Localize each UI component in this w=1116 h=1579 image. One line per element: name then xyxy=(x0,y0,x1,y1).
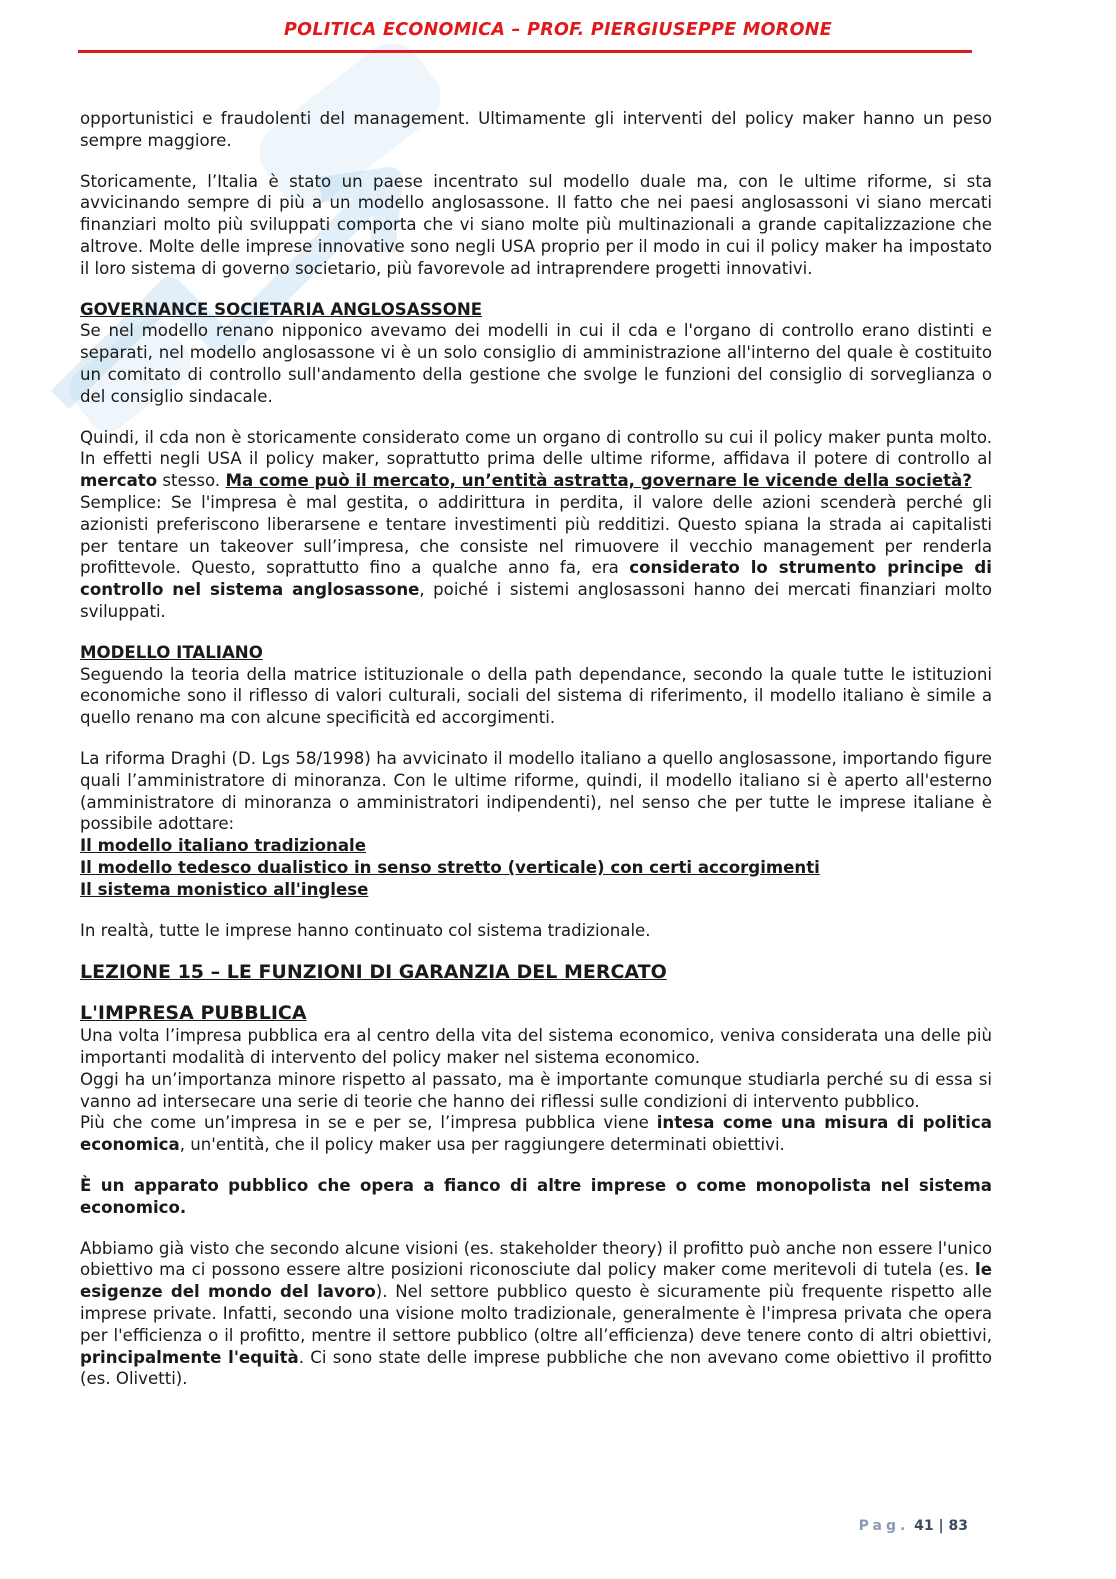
bold-text: le esigenze del mondo del lavoro xyxy=(80,1260,992,1302)
bold-text: intesa come una misura di politica economica xyxy=(80,1113,992,1155)
bold-text: È un apparato pubblico che opera a fianco di altre imprese o come monopolista nel sistema economico. xyxy=(80,1176,992,1217)
paragraph: Oggi ha un’importanza minore rispetto al passato, ma è importante comunque studiarla perché su di essa si vanno ad intersecare una serie di teorie che hanno dei riflessi sulle condizioni di intervento pubblico. xyxy=(80,1069,992,1111)
text-span: Quindi, il cda non è storicamente considerato come un organo di controllo su cui il policy maker punta molto. In effetti negli USA il policy maker, soprattutto prima delle ultime riforme, affidava il potere di controllo al xyxy=(80,427,992,469)
paragraph: Una volta l’impresa pubblica era al centro della vita del sistema economico, veniva considerata una delle più importanti modalità di intervento del policy maker nel sistema economico. xyxy=(80,1026,992,1068)
document-body xyxy=(80,108,992,1390)
current-page: 41 xyxy=(914,1518,934,1534)
bold-text: principalmente l'equità xyxy=(80,1347,299,1367)
paragraph xyxy=(80,427,992,492)
paragraph xyxy=(80,1238,992,1391)
text-span: Abbiamo già visto che secondo alcune visioni (es. stakeholder theory) il profitto può anche non essere l'unico obiettivo ma ci possono essere altre posizioni riconosciute dal policy maker come meritevoli di tutela (es. xyxy=(80,1238,992,1280)
list-item: Il sistema monistico all'inglese xyxy=(80,879,369,899)
section-heading-italian-model: MODELLO ITALIANO xyxy=(80,642,263,662)
bold-underlined-question: Ma come può il mercato, un’entità astratta, governare le vicende della società? xyxy=(225,471,972,491)
paragraph: Seguendo la teoria della matrice istituzionale o della path dependance, secondo la quale tutte le istituzioni economiche sono il riflesso di valori culturali, sociali del sistema di riferimento, il modello italiano è simile a quello renano ma con alcune specificità ed accorgimenti. xyxy=(80,664,992,728)
text-span: . Ci sono state delle imprese pubbliche che non avevano come obiettivo il profitto (es. Olivetti). xyxy=(80,1347,992,1389)
page-number xyxy=(859,1518,968,1534)
text-span: Più che come un’impresa in se e per se, l’impresa pubblica viene xyxy=(80,1113,657,1133)
paragraph xyxy=(80,492,992,623)
text-span: stesso. xyxy=(157,471,226,491)
total-pages: 83 xyxy=(948,1518,968,1534)
page-header-title: POLITICA ECONOMICA – PROF. PIERGIUSEPPE MORONE xyxy=(284,20,832,40)
header-divider xyxy=(78,50,972,53)
list-item: Il modello italiano tradizionale xyxy=(80,836,366,856)
paragraph: opportunistici e fraudolenti del management. Ultimamente gli interventi del policy maker hanno un peso sempre maggiore. xyxy=(80,109,992,150)
paragraph: La riforma Draghi (D. Lgs 58/1998) ha avvicinato il modello italiano a quello anglosassone, importando figure quali l’amministratore di minoranza. Con le ultime riforme, quindi, il modello italiano si è aperto all'esterno (amministratore di minoranza o amministratori indipendenti), nel senso che per tutte le imprese italiane è possibile adottare: xyxy=(80,748,992,834)
lesson-heading: LEZIONE 15 – LE FUNZIONI DI GARANZIA DEL MERCATO xyxy=(80,961,667,984)
paragraph: In realtà, tutte le imprese hanno continuato col sistema tradizionale. xyxy=(80,920,651,940)
page-label: Pag. xyxy=(858,1518,910,1534)
page-separator: | xyxy=(938,1518,944,1534)
bold-text: considerato lo strumento principe di controllo nel sistema anglosassone xyxy=(80,558,992,600)
bold-text: mercato xyxy=(80,471,158,491)
paragraph xyxy=(80,1112,992,1156)
paragraph: Se nel modello renano nipponico avevamo dei modelli in cui il cda e l'organo di controllo erano distinti e separati, nel modello anglosassone vi è un solo consiglio di amministrazione all'interno del quale è costituito un comitato di controllo sull'andamento della gestione che svolge le funzioni del consiglio di sorveglianza o del consiglio sindacale. xyxy=(80,321,992,406)
section-heading-public-enterprise: L'IMPRESA PUBBLICA xyxy=(80,1002,307,1025)
paragraph: Storicamente, l’Italia è stato un paese incentrato sul modello duale ma, con le ultime riforme, si sta avvicinando sempre di più a un modello anglosassone. Il fatto che nei paesi anglosassoni vi siano mercati finanziari molto più sviluppati comporta che vi siano molte più multinazionali a grande capitalizzazione che altrove. Molte delle imprese innovative sono negli USA proprio per il modo in cui il policy maker ha impostato il loro sistema di governo societario, più favorevole ad intraprendere progetti innovativi. xyxy=(80,171,992,278)
bold-statement xyxy=(80,1175,992,1219)
text-span: Semplice: Se l'impresa è mal gestita, o addirittura in perdita, il valore delle azioni scenderà perché gli azionisti preferiscono liberarsene e tentare investimenti più redditizi. Questo spiana la strada ai capitalisti per tentare un takeover sull’impresa, che consiste nel rimuovere il vecchio management per renderla profittevole. Questo, soprattutto fino a qualche anno fa, era xyxy=(80,492,992,578)
text-span: , un'entità, che il policy maker usa per raggiungere determinati obiettivi. xyxy=(179,1135,785,1155)
text-span: ). Nel settore pubblico questo è sicuramente più frequente rispetto alle imprese private. Infatti, secondo una visione molto tradizionale, generalmente è l'impresa privata che opera per l'efficienza o il profitto, mentre il settore pubblico (oltre all’efficienza) deve tenere conto di altri obiettivi, xyxy=(80,1282,992,1345)
text-span: , poiché i sistemi anglosassoni hanno dei mercati finanziari molto sviluppati. xyxy=(80,580,992,621)
list-item: Il modello tedesco dualistico in senso stretto (verticale) con certi accorgimenti xyxy=(80,857,820,877)
section-heading-governance: GOVERNANCE SOCIETARIA ANGLOSASSONE xyxy=(80,299,483,319)
